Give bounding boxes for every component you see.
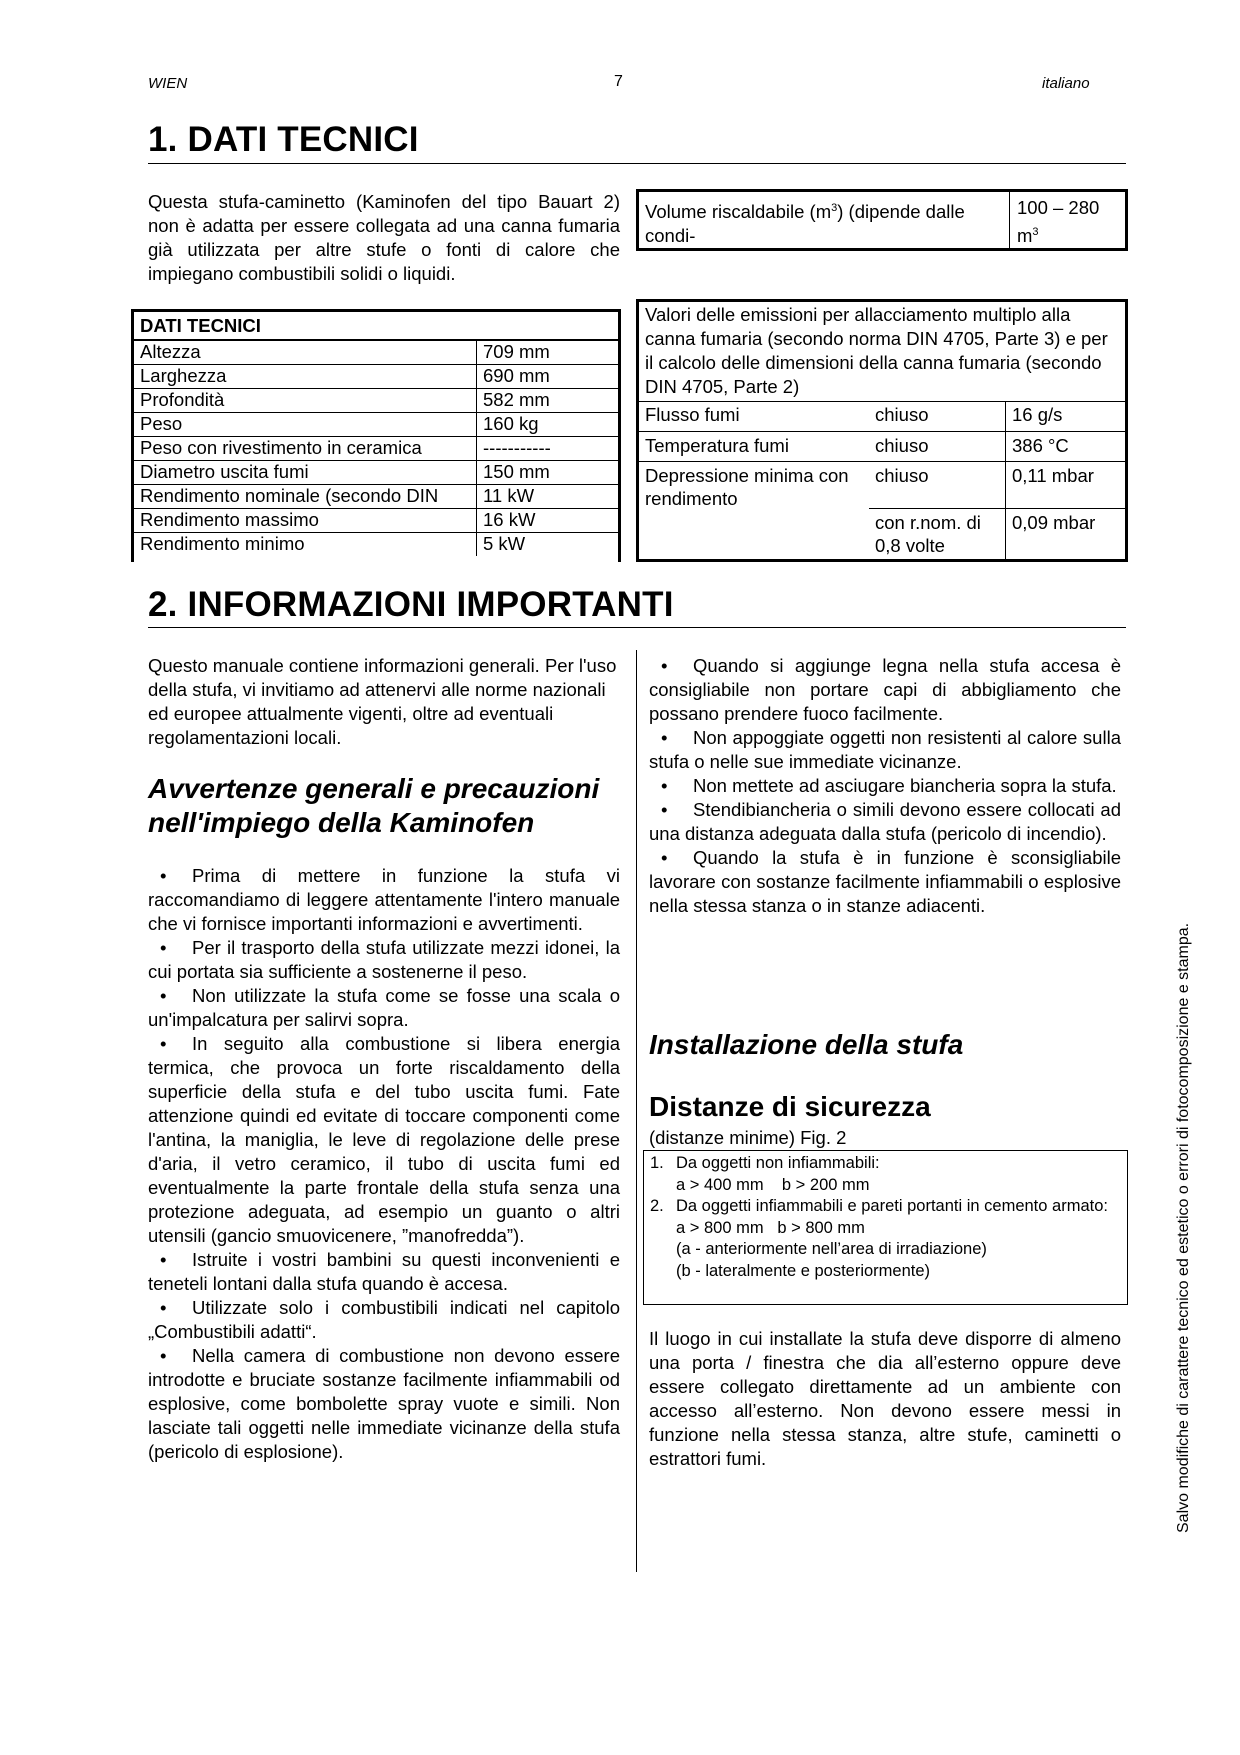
left-bullet-item xyxy=(148,984,620,1032)
specs-table xyxy=(131,309,621,562)
specs-row-value: ----------- xyxy=(477,437,619,461)
specs-row xyxy=(134,509,618,533)
emissions-row-label xyxy=(639,508,869,560)
right-bullet-item xyxy=(649,846,1121,918)
specs-rows xyxy=(134,340,618,556)
emissions-row-label: Depressione minima con rendimento xyxy=(645,465,849,509)
volume-divider xyxy=(1009,192,1010,248)
bullet-icon: • xyxy=(160,1249,167,1270)
bullet-icon: • xyxy=(661,799,668,820)
right-bullet-text: Quando la stufa è in funzione è sconsigliabile lavorare con sostanze facilmente infiammabili o esplosive nella stessa stanza o in stanze adiacenti. xyxy=(649,847,1121,916)
left-bullet-item xyxy=(148,1248,620,1296)
specs-row-label: Rendimento nominale (secondo DIN xyxy=(134,485,477,509)
specs-row-label: Larghezza xyxy=(134,365,477,389)
specs-row-value: 690 mm xyxy=(477,365,619,389)
emissions-row-label: Temperatura fumi xyxy=(645,435,789,456)
emissions-row xyxy=(639,508,1125,560)
volume-value: 100 – 280 $m^3$ xyxy=(1017,197,1100,247)
column-divider xyxy=(636,650,637,1572)
specs-row-value: 11 kW xyxy=(477,485,619,509)
specs-row-label: Peso con rivestimento in ceramica xyxy=(134,437,477,461)
left-bullet-text: Istruite i vostri bambini su questi inconvenienti e teneteli lontani dalla stufa quando è accesa. xyxy=(148,1249,620,1294)
bullet-icon: • xyxy=(160,937,167,958)
distances-box xyxy=(643,1150,1128,1305)
left-bullet-text: Prima di mettere in funzione la stufa vi raccomandiamo di leggere attentamente l'intero manuale che vi fornisce importanti informazioni e avvertimenti. xyxy=(148,865,620,934)
emissions-row-state: chiuso xyxy=(875,465,929,486)
header-left: WIEN xyxy=(148,75,188,92)
emissions-table xyxy=(636,299,1128,562)
right-bullets xyxy=(649,654,1121,918)
right-bullet-text: Non mettete ad asciugare biancheria sopra la stufa. xyxy=(693,775,1117,796)
specs-table-grid xyxy=(134,312,618,340)
right-bullet-item xyxy=(649,774,1121,798)
distances-note-a: (a - anteriormente nell’area di irradiazione) xyxy=(676,1240,987,1258)
specs-row-value: 150 mm xyxy=(477,461,619,485)
left-bullet-text: Per il trasporto della stufa utilizzate mezzi idonei, la cui portata sia sufficiente a sostenerne il peso. xyxy=(148,937,620,982)
left-bullet-text: In seguito alla combustione si libera energia termica, che provoca un forte riscaldamento della superficie della stufa e del tubo uscita fumi. Fate attenzione quindi ed evitate di toccare componenti come l'antina, la maniglia, le leve di regolazione delle prese d'aria, il vetro ceramico, il tubo di uscita fumi ed eventualmente la parte frontale della stufa senza una protezione adeguata, ad esempio un guanto o altri utensili (gancio smuovicenere, ”manofredda”). xyxy=(148,1033,620,1246)
specs-row xyxy=(134,461,618,485)
emissions-row-value: 16 g/s xyxy=(1005,401,1125,431)
right-bullet-text: Quando si aggiunge legna nella stufa accesa è consigliabile non portare capi di abbigliamento che possano prendere fuoco facilmente. xyxy=(649,655,1121,724)
side-note: Salvo modifiche di carattere tecnico ed estetico o errori di fotocomposizione e stampa. xyxy=(1175,922,1192,1533)
installation-heading: Installazione della stufa xyxy=(649,1029,964,1060)
section2-intro: Questo manuale contiene informazioni generali. Per l'uso della stufa, vi invitiamo ad attenervi alle norme nazionali ed europee attualmente vigenti, oltre ad eventuali regolamentazioni locali. xyxy=(148,655,617,748)
left-bullet-text: Nella camera di combustione non devono essere introdotte e bruciate sostanze facilmente infiammabili od esplosive, come bombolette spray vuote e simili. Non lasciate tali oggetti nelle immediate vicinanze della stufa (pericolo di esplosione). xyxy=(148,1345,620,1462)
left-bullet-item xyxy=(148,1296,620,1344)
right-bullet-item xyxy=(649,726,1121,774)
left-bullet-text: Utilizzate solo i combustibili indicati nel capitolo „Combustibili adatti“. xyxy=(148,1297,620,1342)
specs-row-value: 5 kW xyxy=(477,533,619,557)
specs-row-label: Altezza xyxy=(134,341,477,365)
left-bullet-item xyxy=(148,936,620,984)
distances-item-1: 1. Da oggetti non infiammabili: xyxy=(650,1154,880,1172)
specs-row-label: Rendimento minimo xyxy=(134,533,477,557)
specs-row-value: 160 kg xyxy=(477,413,619,437)
bullet-icon: • xyxy=(661,775,668,796)
distances-item-2-values: a > 800 mm b > 800 mm xyxy=(676,1218,865,1237)
specs-row-label: Peso xyxy=(134,413,477,437)
specs-row-label: Profondità xyxy=(134,389,477,413)
bullet-icon: • xyxy=(160,1297,167,1318)
specs-row-value: 16 kW xyxy=(477,509,619,533)
distances-heading: Distanze di sicurezza xyxy=(649,1091,931,1122)
distances-note-b: (b - lateralmente e posteriormente) xyxy=(676,1261,931,1280)
emissions-row xyxy=(639,431,1125,462)
emissions-row-value: 0,09 mbar xyxy=(1005,508,1125,560)
emissions-intro: Valori delle emissioni per allacciamento multiplo alla canna fumaria (secondo norma DIN 4705, Parte 3) e per il calcolo delle dimensioni della canna fumaria (secondo DIN 4705, Parte 2) xyxy=(645,304,1108,397)
section1-title: 1. DATI TECNICI xyxy=(148,120,419,159)
warnings-heading: Avvertenze generali e precauzioni nell'impiego della Kaminofen xyxy=(148,773,600,838)
emissions-row-value: 386 °C xyxy=(1005,432,1125,462)
bullet-icon: • xyxy=(661,727,668,748)
right-bullet-item xyxy=(649,798,1121,846)
specs-row xyxy=(134,533,618,557)
emissions-row-state: con r.nom. di 0,8 volte xyxy=(869,508,1005,560)
emissions-row-state: chiuso xyxy=(875,435,929,456)
specs-row xyxy=(134,485,618,509)
right-bullet-item xyxy=(649,654,1121,726)
specs-header-row xyxy=(134,312,618,340)
specs-header: DATI TECNICI xyxy=(134,312,618,340)
left-bullet-item xyxy=(148,864,620,936)
specs-row xyxy=(134,413,618,437)
emissions-row-label: Flusso fumi xyxy=(645,404,740,425)
page-number: 7 xyxy=(614,73,623,90)
section2-title: 2. INFORMAZIONI IMPORTANTI xyxy=(148,585,674,624)
emissions-row xyxy=(639,401,1125,431)
specs-row xyxy=(134,341,618,365)
bullet-icon: • xyxy=(160,865,167,886)
specs-row-value: 709 mm xyxy=(477,341,619,365)
specs-row-label: Rendimento massimo xyxy=(134,509,477,533)
distances-item-2: 2. Da oggetti infiammabili e pareti portanti in cemento armato: xyxy=(650,1197,1108,1215)
right-bullet-text: Non appoggiate oggetti non resistenti al calore sulla stufa o nelle sue immediate vicinanze. xyxy=(649,727,1121,772)
left-bullet-item xyxy=(148,1032,620,1248)
distances-caption: (distanze minime) Fig. 2 xyxy=(649,1127,847,1148)
specs-row-label: Diametro uscita fumi xyxy=(134,461,477,485)
specs-row xyxy=(134,437,618,461)
distances-item-1-values: a > 400 mm b > 200 mm xyxy=(676,1175,870,1194)
emissions-row-value: 0,11 mbar xyxy=(1005,462,1125,509)
specs-row-value: 582 mm xyxy=(477,389,619,413)
emissions-row xyxy=(639,461,1125,509)
header-right: italiano xyxy=(1042,75,1090,92)
specs-row xyxy=(134,389,618,413)
bullet-icon: • xyxy=(661,847,668,868)
installation-text: Il luogo in cui installate la stufa deve disporre di almeno una porta / finestra che dia all’esterno oppure deve essere collegato direttamente ad un ambiente con accesso all’esterno. Non devono essere messi in funzione nella stessa stanza, altre stufe, caminetti o estrattori fumi. xyxy=(649,1328,1121,1469)
right-bullet-text: Stendibiancheria o simili devono essere collocati ad una distanza adeguata dalla stufa (pericolo di incendio). xyxy=(649,799,1121,844)
left-bullets xyxy=(148,864,620,1464)
volume-label: Volume riscaldabile $(m^3)$ (dipende dalle condi- xyxy=(645,201,965,247)
bullet-icon: • xyxy=(160,1345,167,1366)
left-bullet-text: Non utilizzate la stufa come se fosse una scala o un'impalcatura per salirvi sopra. xyxy=(148,985,620,1030)
bullet-icon: • xyxy=(661,655,668,676)
section2-rule xyxy=(148,627,1126,628)
left-bullet-item xyxy=(148,1344,620,1464)
emissions-row-state: chiuso xyxy=(875,404,929,425)
section1-intro: Questa stufa-caminetto (Kaminofen del tipo Bauart 2) non è adatta per essere collegata ad una canna fumaria già utilizzata per altre stufe o fonti di calore che impiegano combustibili solidi o liquidi. xyxy=(148,191,620,284)
section1-rule xyxy=(148,163,1126,164)
volume-table xyxy=(636,189,1128,251)
bullet-icon: • xyxy=(160,1033,167,1054)
specs-row xyxy=(134,365,618,389)
bullet-icon: • xyxy=(160,985,167,1006)
